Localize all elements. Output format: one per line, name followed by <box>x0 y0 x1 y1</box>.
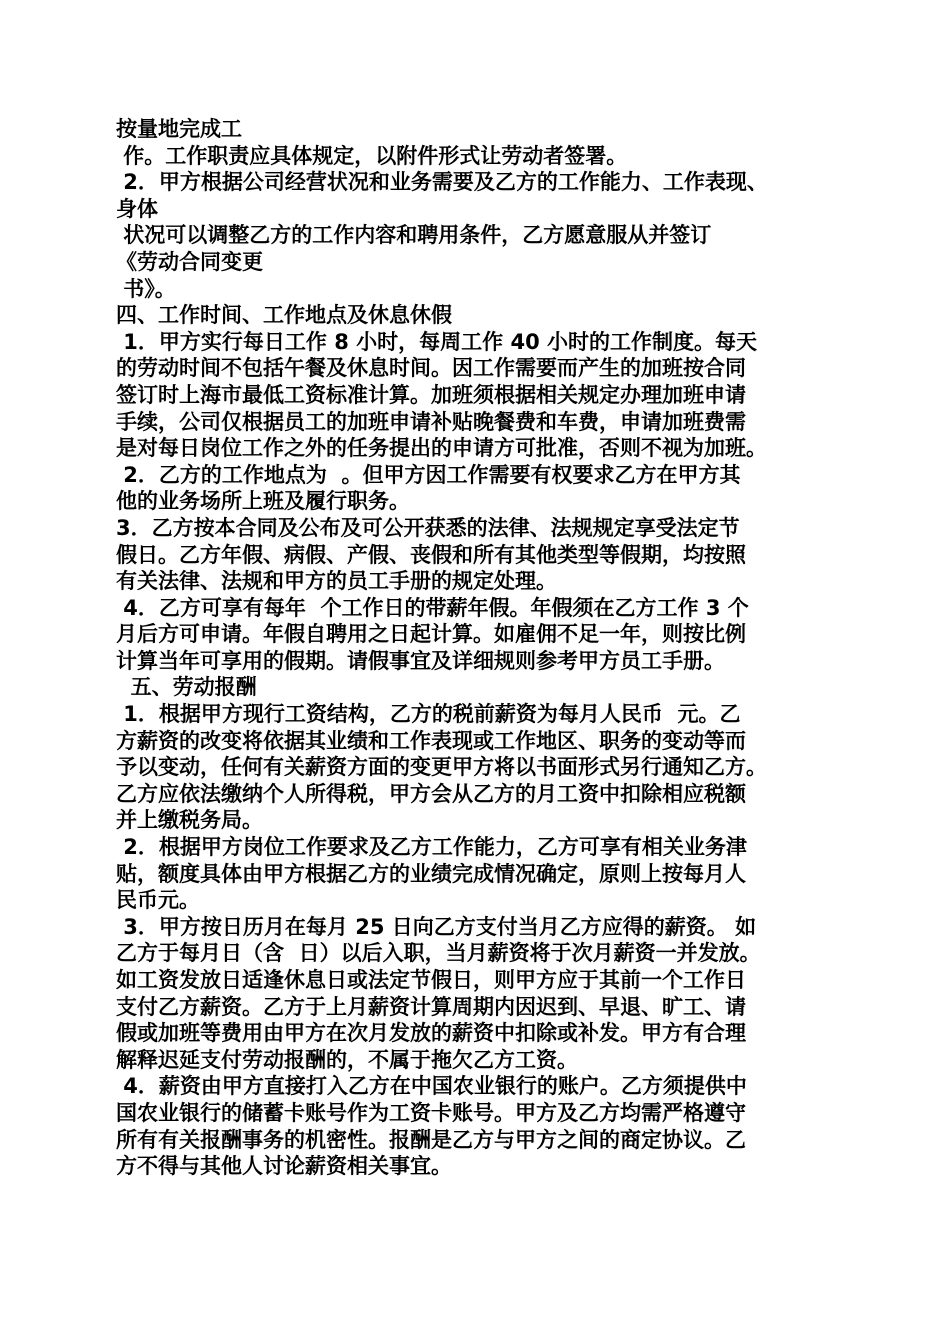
text-line: 2．乙方的工作地点为 。但甲方因工作需要有权要求乙方在甲方其 <box>116 462 741 487</box>
text-line: 支付乙方薪资。乙方于上月薪资计算周期内因迟到、早退、旷工、请 <box>116 994 746 1019</box>
text-line: 方不得与其他人讨论薪资相关事宜。 <box>116 1154 452 1179</box>
text-line: 《劳动合同变更 <box>116 249 263 274</box>
text-line: 身体 <box>116 196 158 221</box>
text-line: 乙方应依法缴纳个人所得税，甲方会从乙方的月工资中扣除相应税额 <box>116 781 746 806</box>
text-line: 是对每日岗位工作之外的任务提出的申请方可批准，否则不视为加班。 <box>116 436 767 461</box>
document-body <box>116 116 846 1180</box>
text-line: 解释迟延支付劳动报酬的，不属于拖欠乙方工资。 <box>116 1047 578 1072</box>
section-heading: 四、工作时间、工作地点及休息休假 <box>116 303 452 328</box>
text-line: 他的业务场所上班及履行职务。 <box>116 489 410 514</box>
text-line: 4．薪资由甲方直接打入乙方在中国农业银行的账户。乙方须提供中 <box>116 1074 747 1099</box>
text-line: 2．根据甲方岗位工作要求及乙方工作能力，乙方可享有相关业务津 <box>116 835 747 860</box>
text-line: 1．甲方实行每日工作 8 小时，每周工作 40 小时的工作制度。每天 <box>116 329 758 354</box>
text-line: 所有有关报酬事务的机密性。报酬是乙方与甲方之间的商定协议。乙 <box>116 1127 746 1152</box>
text-line: 签订时上海市最低工资标准计算。加班须根据相关规定办理加班申请 <box>116 382 746 407</box>
text-line: 书》。 <box>116 276 176 301</box>
text-line: 假日。乙方年假、病假、产假、丧假和所有其他类型等假期，均按照 <box>116 542 746 567</box>
text-line: 作。工作职责应具体规定，以附件形式让劳动者签署。 <box>116 143 628 168</box>
text-line: 计算当年可享用的假期。请假事宜及详细规则参考甲方员工手册。 <box>116 648 725 673</box>
text-line: 民币元。 <box>116 888 200 913</box>
text-line: 如工资发放日适逢休息日或法定节假日，则甲方应于其前一个工作日 <box>116 968 746 992</box>
text-line: 状况可以调整乙方的工作内容和聘用条件，乙方愿意服从并签订 <box>116 223 712 248</box>
text-line: 2．甲方根据公司经营状况和业务需要及乙方的工作能力、工作表现、 <box>116 170 768 195</box>
text-line: 3．乙方按本合同及公布及可公开获悉的法律、法规规定享受法定节 <box>116 515 740 540</box>
text-line: 的劳动时间不包括午餐及休息时间。因工作需要而产生的加班按合同 <box>116 356 746 381</box>
text-line: 有关法律、法规和甲方的员工手册的规定处理。 <box>116 569 557 594</box>
text-line: 1．根据甲方现行工资结构，乙方的税前薪资为每月人民币 元。乙 <box>116 702 741 727</box>
text-line: 按量地完成工 <box>116 117 242 141</box>
text-line: 假或加班等费用由甲方在次月发放的薪资中扣除或补发。甲方有合理 <box>116 1021 746 1046</box>
text-line: 4．乙方可享有每年 个工作日的带薪年假。年假须在乙方工作 3 个 <box>116 595 749 620</box>
text-line: 月后方可申请。年假自聘用之日起计算。如雇佣不足一年，则按比例 <box>116 622 746 647</box>
text-line: 国农业银行的储蓄卡账号作为工资卡账号。甲方及乙方均需严格遵守 <box>116 1100 746 1125</box>
text-line: 贴，额度具体由甲方根据乙方的业绩完成情况确定，原则上按每月人 <box>116 861 746 886</box>
text-line: 方薪资的改变将依据其业绩和工作表现或工作地区、职务的变动等而 <box>116 728 746 753</box>
text-line: 乙方于每月日（含 日）以后入职，当月薪资将于次月薪资一并发放。 <box>116 941 761 966</box>
text-line: 手续，公司仅根据员工的加班申请补贴晚餐费和车费，申请加班费需 <box>116 409 746 434</box>
text-line: 3．甲方按日历月在每月 25 日向乙方支付当月乙方应得的薪资。 如 <box>116 914 757 939</box>
text-line: 并上缴税务局。 <box>116 808 263 833</box>
section-heading: 五、劳动报酬 <box>116 675 257 700</box>
text-line: 予以变动，任何有关薪资方面的变更甲方将以书面形式另行通知乙方。 <box>116 755 767 780</box>
